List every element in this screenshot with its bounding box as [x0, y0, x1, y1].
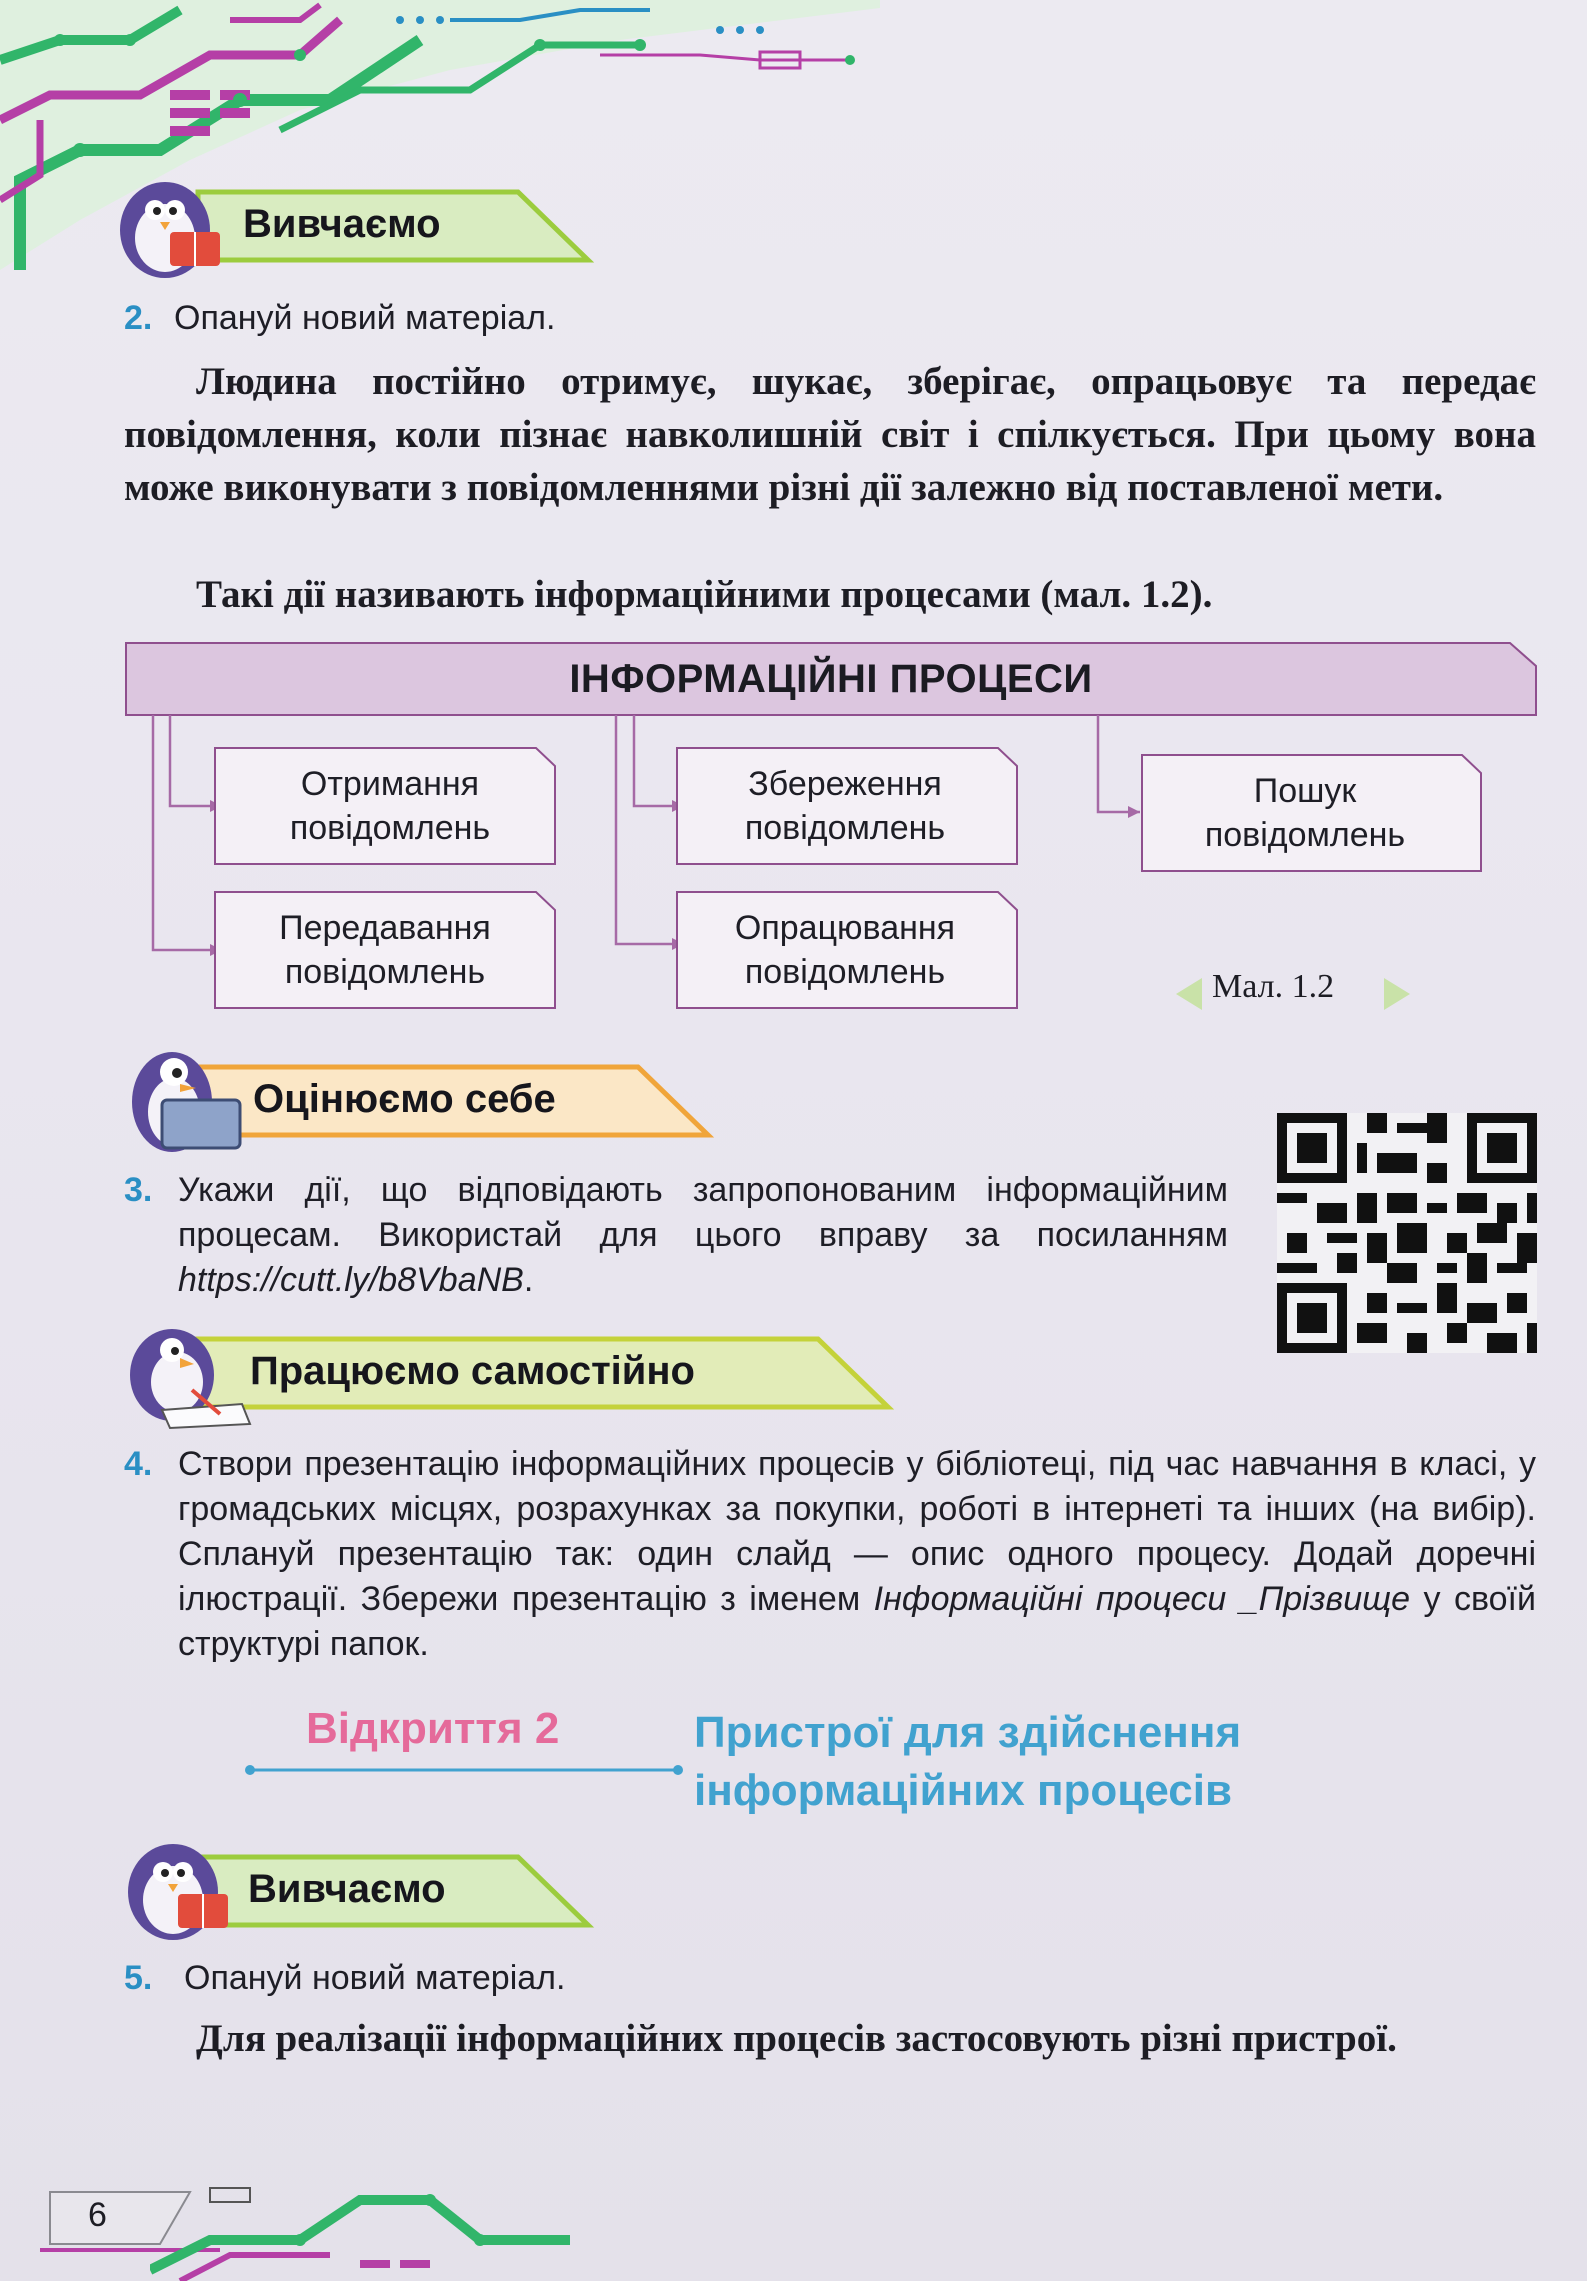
diagram-connectors: [0, 0, 1587, 1020]
page-number: 6: [88, 2196, 107, 2234]
task-text: Опануй новий матеріал.: [184, 1959, 566, 1997]
penguin-laptop-icon: [122, 1040, 242, 1160]
penguin-writing-icon: [122, 1320, 252, 1430]
task-4-tail: у своїй структурі папок.: [178, 1580, 1536, 1663]
task-3-link[interactable]: https://cutt.ly/b8VbaNB: [178, 1261, 524, 1299]
task-number: 4.: [124, 1445, 153, 1483]
task-text: Опануй новий матеріал.: [174, 299, 556, 337]
figure-caption: Мал. 1.2: [1212, 968, 1335, 1005]
diagram-box-store: Збереження повідомлень: [744, 765, 946, 847]
diagram-box-receive: Отримання повідомлень: [289, 765, 491, 847]
diagram-box-search: Пошук повідомлень: [1204, 772, 1406, 854]
task-2-paragraph-2: Такі дії називають інформаційними процесами (мал. 1.2).: [196, 573, 1213, 616]
qr-code-icon[interactable]: [1276, 1113, 1538, 1353]
section-title: Оцінюємо себе: [253, 1077, 556, 1121]
task-2-paragraph-1: Людина постійно отримує, шукає, зберігає, опрацьовує та передає повідомлення, коли пізнає навколишній світ і спілкується. При цьому вона може виконувати з повідомленнями різні дії залежно від поставленої мети.: [124, 360, 1536, 509]
circuit-decoration-icon: [150, 2180, 570, 2281]
diagram-box-transmit: Передавання повідомлень: [279, 909, 491, 991]
task-text: [178, 1442, 1536, 1667]
diagram-box-process: Опрацювання повідомлень: [734, 909, 956, 991]
discovery-label: Відкриття 2: [306, 1704, 560, 1753]
section-title: Вивчаємо: [243, 202, 441, 246]
task-number: 2.: [124, 299, 153, 337]
task-5-paragraph: Для реалізації інформаційних процесів застосовують різні пристрої.: [196, 2017, 1397, 2060]
task-text: Укажи дії, що відповідають запропонованим інформаційним процесам. Використай для цього вправу за посиланням https://cutt.ly/b8VbaNB.: [178, 1171, 1228, 1299]
task-4-filename: Інформаційні процеси _Прізвище: [873, 1580, 1411, 1618]
penguin-reading-icon: [118, 1832, 238, 1942]
diagram-header-label: ІНФОРМАЦІЙНІ ПРОЦЕСИ: [569, 657, 1093, 701]
task-5-instruction: [124, 1956, 1524, 2006]
task-3-text: Укажи дії, що відповідають запропонованим інформаційним процесам. Використай для цього вправу за посиланням: [178, 1171, 1228, 1254]
discovery-title: Пристрої для здійснення інформаційних процесів: [694, 1708, 1242, 1815]
discovery-line: [244, 1760, 684, 1780]
task-3: [124, 1168, 1234, 1308]
section-title: Вивчаємо: [248, 1867, 446, 1911]
task-number: 3.: [124, 1171, 153, 1209]
task-number: 5.: [124, 1959, 153, 1997]
task-4: [124, 1442, 1536, 1672]
task-4-text: Створи презентацію інформаційних процесів у бібліотеці, під час навчання в класі, у громадських місцях, розрахунках за покупки, роботі в інтернеті та інших (на вибір). Сплануй презентацію так: один слайд — опис одного процесу. Додай доречні ілюстрації. Збережи презентацію з іменем: [178, 1445, 1536, 1618]
diagram-header: [126, 643, 1536, 715]
section-title: Працюємо самостійно: [250, 1349, 695, 1393]
